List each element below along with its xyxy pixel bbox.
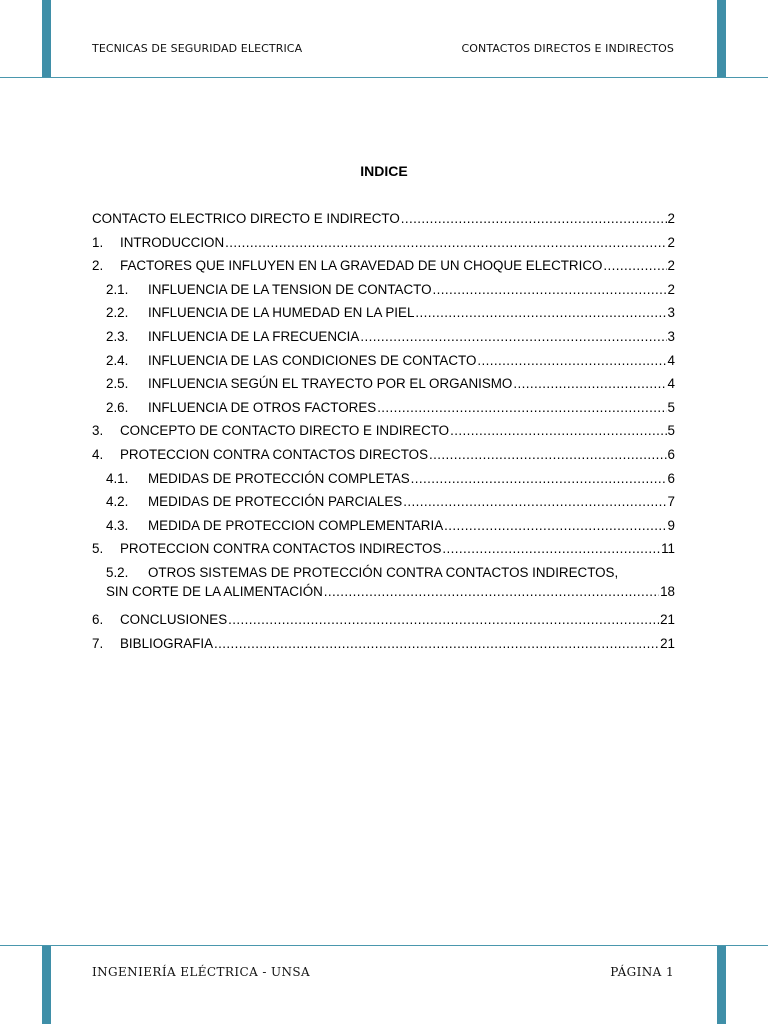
toc-entry[interactable] <box>92 539 675 563</box>
footer-accent-bar-right <box>717 946 726 1024</box>
page-title: INDICE <box>360 163 408 179</box>
toc-leader <box>228 610 659 629</box>
toc-entry-label: PROTECCION CONTRA CONTACTOS INDIRECTOS <box>120 541 442 557</box>
toc-leader <box>411 469 667 488</box>
toc-entry-page: 5 <box>667 423 675 439</box>
toc-entry[interactable] <box>92 492 675 516</box>
toc-entry-number: 2.1. <box>106 281 129 297</box>
toc-entry-page: 2 <box>667 281 675 297</box>
toc-entry[interactable] <box>92 303 675 327</box>
toc-entry-label: INFLUENCIA DE LA TENSION DE CONTACTO <box>148 281 432 297</box>
toc-entry-page: 4 <box>667 376 675 392</box>
toc-entry-label: MEDIDAS DE PROTECCIÓN COMPLETAS <box>148 470 410 486</box>
toc-entry-label: INFLUENCIA DE LA HUMEDAD EN LA PIEL <box>148 305 415 321</box>
toc-leader <box>360 327 666 346</box>
toc-entry-number: 2. <box>92 258 104 274</box>
toc-entry-number: 2.4. <box>106 352 129 368</box>
toc-entry[interactable] <box>92 469 675 493</box>
toc-entry-page: 2 <box>667 258 675 274</box>
toc-entry-number: 2.2. <box>106 305 129 321</box>
toc-entry[interactable] <box>92 209 675 233</box>
footer-left-text: INGENIERÍA ELÉCTRICA - UNSA <box>92 965 311 979</box>
toc-leader <box>403 492 666 511</box>
toc-entry-page: 11 <box>661 541 675 557</box>
toc-entry-label: INTRODUCCION <box>120 234 225 250</box>
toc-entry-number: 5. <box>92 541 104 557</box>
toc-entry[interactable] <box>92 421 675 445</box>
toc-entry-page: 18 <box>660 583 675 599</box>
toc-entry-number: 5.2. <box>106 564 129 580</box>
footer-accent-bar-left <box>42 946 51 1024</box>
toc-entry-number: 6. <box>92 611 104 627</box>
toc-entry-label: INFLUENCIA DE LA FRECUENCIA <box>148 328 360 344</box>
toc-entry-page: 9 <box>667 517 675 533</box>
toc-entry[interactable] <box>92 327 675 351</box>
toc-entry-label: INFLUENCIA DE LAS CONDICIONES DE CONTACTO <box>148 352 477 368</box>
toc-leader <box>324 582 659 601</box>
toc-entry[interactable] <box>92 563 675 610</box>
toc-entry[interactable] <box>92 256 675 280</box>
toc-entry-number: 4.2. <box>106 494 129 510</box>
toc-entry[interactable] <box>92 634 675 658</box>
toc-entry-label-continued: SIN CORTE DE LA ALIMENTACIÓN <box>106 583 323 599</box>
toc-entry-label: MEDIDA DE PROTECCION COMPLEMENTARIA <box>148 517 444 533</box>
toc-entry-label: MEDIDAS DE PROTECCIÓN PARCIALES <box>148 494 403 510</box>
footer-rule <box>0 945 768 946</box>
toc-entry-number: 1. <box>92 234 104 250</box>
toc-entry[interactable] <box>92 398 675 422</box>
toc-entry[interactable] <box>92 233 675 257</box>
toc-entry-label: INFLUENCIA SEGÚN EL TRAYECTO POR EL ORGANISMO <box>148 376 513 392</box>
toc-entry[interactable] <box>92 280 675 304</box>
toc-entry-page: 21 <box>660 635 675 651</box>
toc-entry-label: OTROS SISTEMAS DE PROTECCIÓN CONTRA CONTACTOS INDIRECTOS, <box>148 564 619 580</box>
header-accent-bar-right <box>717 0 726 78</box>
toc-entry[interactable] <box>92 516 675 540</box>
toc-entry-number: 7. <box>92 635 104 651</box>
toc-leader <box>513 374 666 393</box>
toc-leader <box>433 280 667 299</box>
toc-entry-page: 7 <box>667 494 675 510</box>
toc-entry-label: BIBLIOGRAFIA <box>120 635 214 651</box>
toc-leader <box>444 516 666 535</box>
toc-entry-number: 4.1. <box>106 470 129 486</box>
header-left-text: TECNICAS DE SEGURIDAD ELECTRICA <box>92 42 303 55</box>
header-rule <box>0 77 768 78</box>
toc-entry-label: CONCLUSIONES <box>120 611 228 627</box>
toc-entry[interactable] <box>92 351 675 375</box>
header-right-text: CONTACTOS DIRECTOS E INDIRECTOS <box>461 42 674 55</box>
toc-entry-page: 6 <box>667 470 675 486</box>
toc-entry-number: 2.3. <box>106 328 129 344</box>
toc-entry-page: 6 <box>667 446 675 462</box>
toc-leader <box>225 233 666 252</box>
toc-entry-page: 4 <box>667 352 675 368</box>
toc-leader <box>214 634 659 653</box>
toc-entry-number: 2.6. <box>106 399 129 415</box>
toc-leader <box>450 421 666 440</box>
toc-leader <box>377 398 666 417</box>
toc-entry-page: 2 <box>667 211 675 226</box>
toc-entry-page: 21 <box>660 611 675 627</box>
toc-entry-number: 4.3. <box>106 517 129 533</box>
toc-entry-number: 2.5. <box>106 376 129 392</box>
toc-entry-page: 5 <box>667 399 675 415</box>
toc-leader <box>429 445 667 464</box>
toc-entry[interactable] <box>92 374 675 398</box>
toc-entry-label: CONCEPTO DE CONTACTO DIRECTO E INDIRECTO <box>120 423 450 439</box>
toc-leader <box>401 209 667 228</box>
toc-entry-label: INFLUENCIA DE OTROS FACTORES <box>148 399 377 415</box>
toc-entry-label: PROTECCION CONTRA CONTACTOS DIRECTOS <box>120 446 429 462</box>
toc-leader <box>603 256 666 275</box>
toc-entry-page: 2 <box>667 234 675 250</box>
toc-entry[interactable] <box>92 610 675 634</box>
toc-leader <box>442 539 660 558</box>
toc-leader <box>415 303 666 322</box>
toc-entry-label: FACTORES QUE INFLUYEN EN LA GRAVEDAD DE UN CHOQUE ELECTRICO <box>120 258 603 274</box>
toc-leader <box>477 351 666 370</box>
toc-entry-page: 3 <box>667 328 675 344</box>
toc-entry-number: 3. <box>92 423 104 439</box>
footer-page-number: PÁGINA 1 <box>610 965 674 979</box>
toc-entry-label: CONTACTO ELECTRICO DIRECTO E INDIRECTO <box>92 211 400 226</box>
toc-entry-number: 4. <box>92 446 104 462</box>
header-accent-bar-left <box>42 0 51 78</box>
toc-entry[interactable] <box>92 445 675 469</box>
toc-entry-page: 3 <box>667 305 675 321</box>
table-of-contents <box>92 209 675 657</box>
